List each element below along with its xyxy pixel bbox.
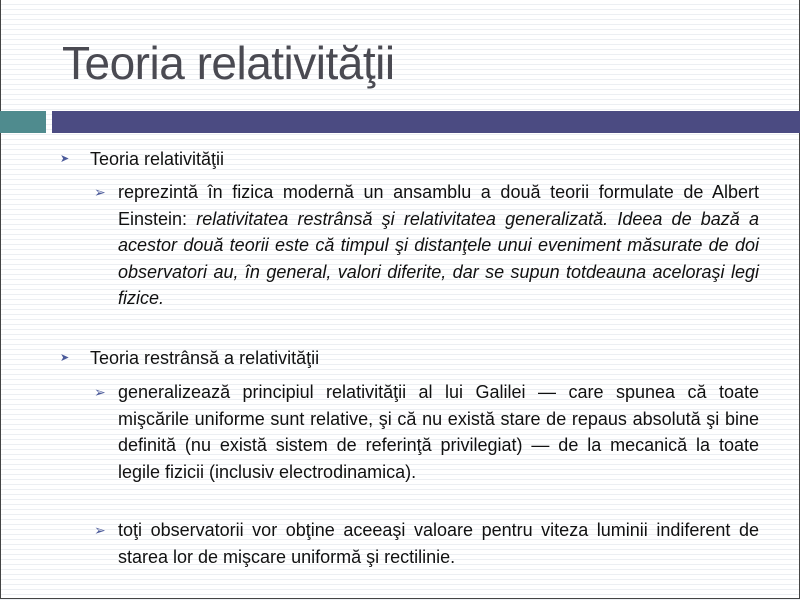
bullet-1-sub-1 xyxy=(94,179,759,312)
bullet-2-sub-2-text: toţi observatorii vor obţine aceeaşi valoare pentru viteza luminii indiferent de starea lor de mişcare uniformă şi rectilinie. xyxy=(118,520,759,567)
outline-arrow-icon: ➢ xyxy=(94,384,106,400)
bullet-2-sub-1-text: generalizează principiul relativităţii al lui Galilei — care spunea că toate mişcările uniforme sunt relative, şi că nu există stare de repaus absolută şi bine definită (nu există sistem de referinţă privilegiat) — de la mecanică la toate legile fizicii (inclusiv electrodinamica). xyxy=(118,382,759,482)
bullet-2-sub-1 xyxy=(94,379,759,485)
bullet-1-text: Teoria relativităţii xyxy=(90,149,225,169)
bullet-1-sub-1-italic: relativitatea restrânsă şi relativitatea generalizată. Ideea de bază a acestor două teorii este că timpul şi distanţele unui eveniment măsurate de doi observatori au, în general, valori diferite, dar se supun totdeauna aceloraşi legi fizice. xyxy=(118,208,759,308)
arrowhead-icon: ➤ xyxy=(60,153,70,165)
bullet-2 xyxy=(60,346,320,371)
outline-arrow-icon: ➢ xyxy=(94,184,106,200)
bullet-2-sub-2 xyxy=(94,517,759,570)
outline-arrow-icon: ➢ xyxy=(94,522,106,538)
bullet-1 xyxy=(60,147,225,172)
bullet-2-text: Teoria restrânsă a relativităţii xyxy=(90,348,320,368)
arrowhead-icon: ➤ xyxy=(60,352,70,364)
bullet-1-sub-1-normal: reprezintă în fizica modernă un ansamblu a două teorii formulate de Albert Einstein: xyxy=(118,182,759,229)
slide-title: Teoria relativităţii xyxy=(62,37,395,89)
